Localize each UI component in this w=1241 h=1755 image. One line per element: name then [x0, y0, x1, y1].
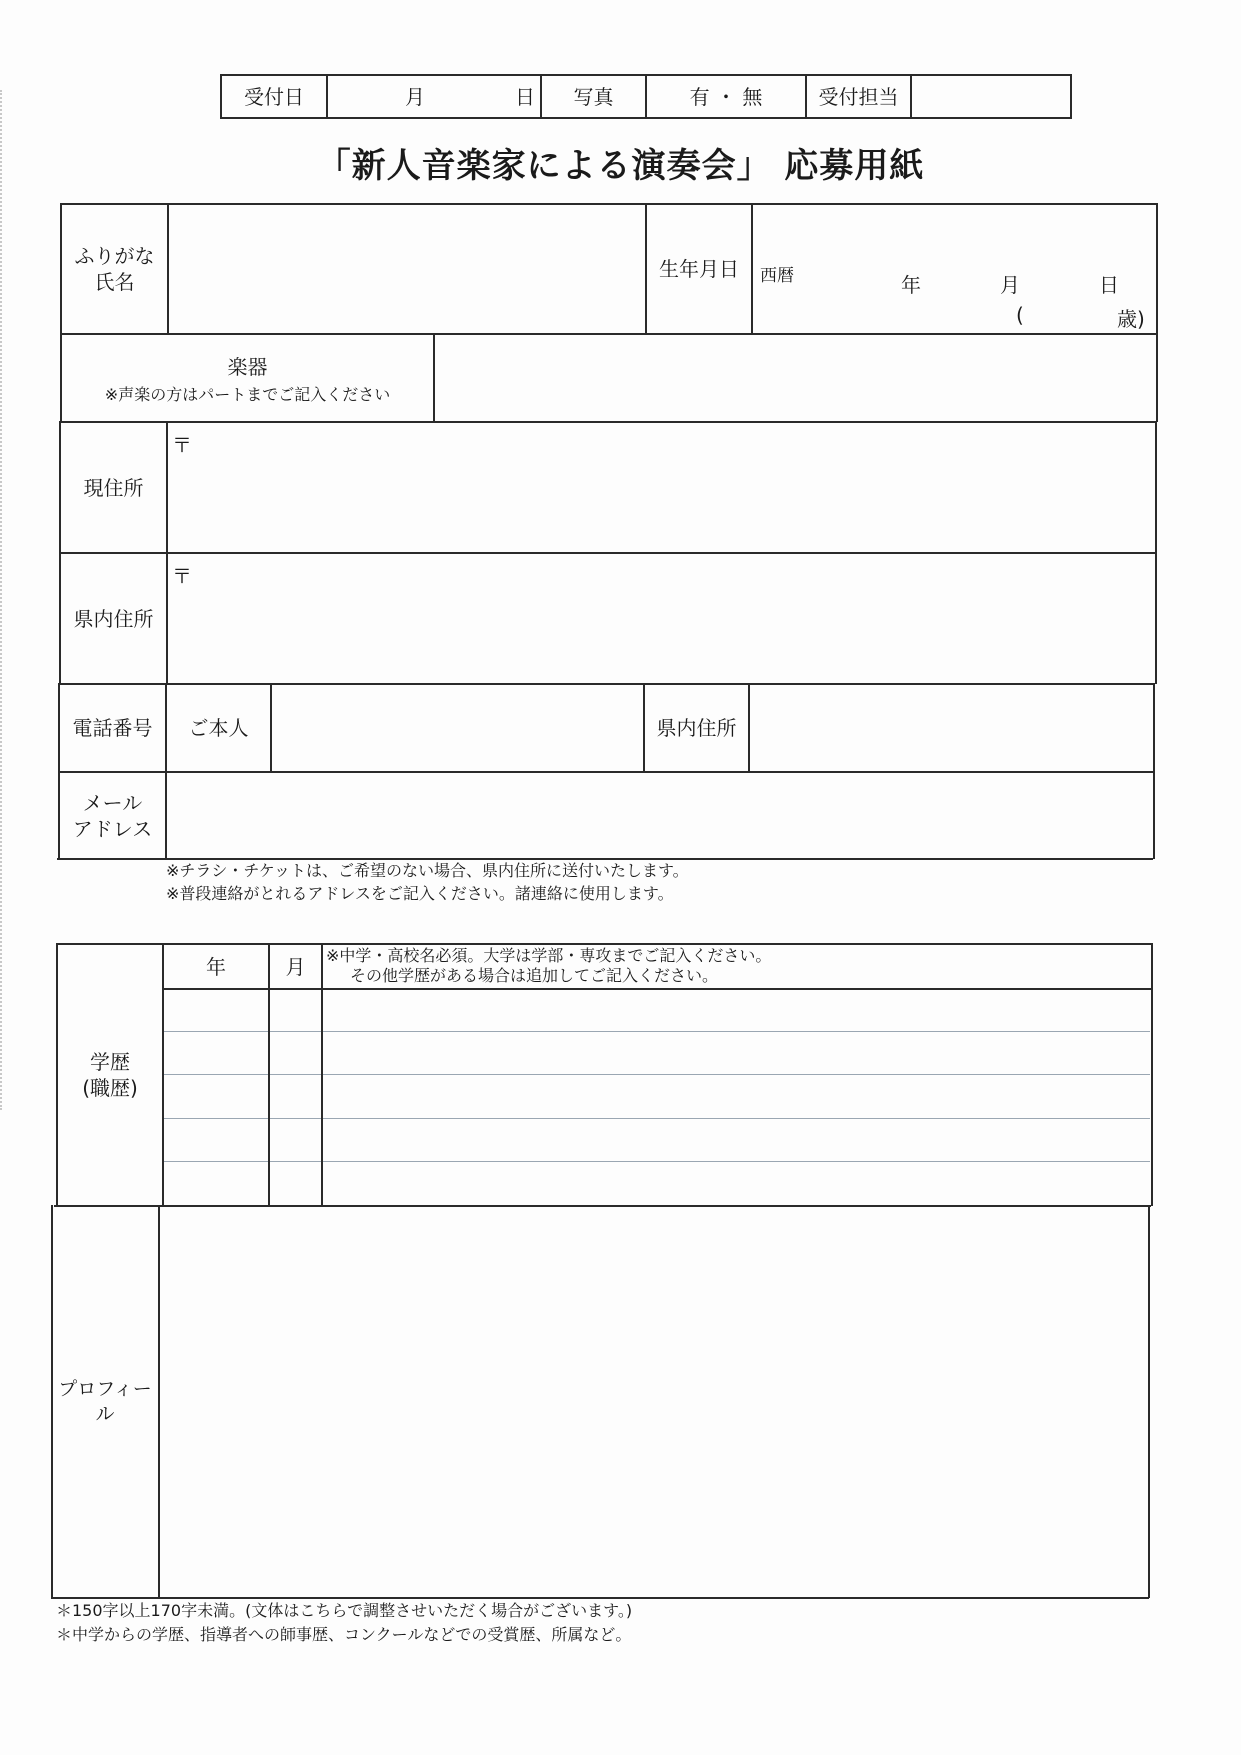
pref-address-label: 県内住所 — [73, 606, 154, 631]
history-note — [326, 946, 1146, 986]
instrument-label-cell — [62, 335, 433, 421]
reception-month-label: 月 — [405, 84, 425, 109]
era-label: 西暦 — [760, 266, 794, 286]
reception-date-label: 受付日 — [244, 84, 304, 109]
phone-self-field[interactable] — [272, 685, 643, 771]
history-month-header: 月 — [285, 954, 306, 979]
note-email: ※普段連絡がとれるアドレスをご記入ください。諸連絡に使用します。 — [166, 884, 674, 903]
history-year-header: 年 — [206, 954, 226, 979]
photo-options[interactable]: 有 ・ 無 — [689, 84, 763, 109]
history-month-field[interactable] — [270, 990, 321, 1205]
note-flyer: ※チラシ・チケットは、ご希望のない場合、県内住所に送付いたします。 — [166, 861, 689, 880]
birth-field[interactable] — [753, 205, 1156, 333]
reception-staff-field[interactable] — [912, 76, 1070, 117]
history-note-line2: その他学歴がある場合は追加してご記入ください。 — [350, 966, 719, 985]
birth-year-label: 年 — [901, 273, 921, 297]
note-profile-content: ＊中学からの学歴、指導者への師事歴、コンクールなどでの受賞歴、所属など。 — [56, 1625, 632, 1644]
phone-label: 電話番号 — [72, 716, 153, 740]
form-title: 「新人音楽家による演奏会」 応募用紙 — [316, 146, 925, 186]
profile-label: プロフィール — [58, 1378, 152, 1425]
reception-staff-label: 受付担当 — [818, 84, 899, 109]
phone-pref-label: 県内住所 — [656, 716, 737, 740]
phone-self-label: ご本人 — [188, 716, 249, 740]
birth-label: 生年月日 — [659, 257, 739, 281]
address-field[interactable] — [168, 423, 1155, 552]
history-detail-field[interactable] — [323, 990, 1151, 1205]
birth-day-label: 日 — [1099, 273, 1119, 297]
postal-mark: 〒 — [172, 564, 192, 588]
history-label: 学歴 (職歴) — [82, 1050, 138, 1100]
birth-month-label: 月 — [1000, 273, 1020, 297]
age-open: ( — [1016, 303, 1024, 327]
age-close: 歳) — [1117, 307, 1145, 331]
photo-label: 写真 — [573, 84, 614, 109]
instrument-label: 楽器 — [227, 355, 268, 379]
history-note-line1: ※中学・高校名必須。大学は学部・専攻までご記入ください。 — [326, 946, 772, 965]
note-profile-length: ＊150字以上170字未満。(文体はこちらで調整させいただく場合がございます。) — [56, 1601, 633, 1620]
profile-field[interactable] — [160, 1207, 1148, 1597]
scan-edge — [0, 90, 5, 1110]
history-year-field[interactable] — [164, 990, 268, 1205]
postal-mark: 〒 — [172, 433, 192, 457]
pref-address-field[interactable] — [168, 554, 1155, 683]
email-field[interactable] — [167, 773, 1153, 858]
instrument-field[interactable] — [435, 335, 1156, 421]
address-label: 現住所 — [83, 475, 144, 500]
name-field[interactable] — [169, 205, 645, 333]
reception-day-label: 日 — [515, 84, 535, 109]
name-label: ふりがな 氏名 — [74, 244, 155, 294]
email-label: メール アドレス — [72, 790, 153, 841]
phone-pref-field[interactable] — [750, 685, 1153, 771]
instrument-note: ※声楽の方はパートまでご記入ください — [104, 385, 391, 404]
